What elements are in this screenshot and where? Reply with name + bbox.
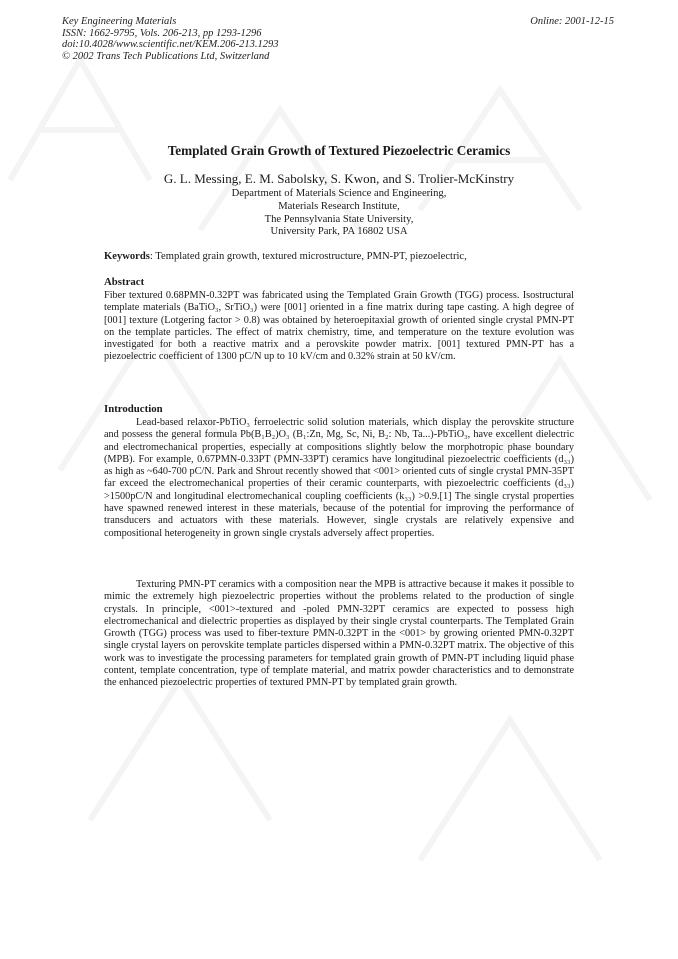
keywords-label: Keywords bbox=[104, 251, 150, 262]
introduction-heading: Introduction bbox=[104, 403, 163, 415]
keywords-line bbox=[104, 251, 574, 262]
journal-header bbox=[62, 16, 279, 62]
abstract-heading: Abstract bbox=[104, 276, 145, 288]
online-date: Online: 2001-12-15 bbox=[530, 16, 614, 27]
doi-line[interactable]: doi:10.4028/www.scientific.net/KEM.206-213.1293 bbox=[62, 39, 279, 51]
issn-line: ISSN: 1662-9795, Vols. 206-213, pp 1293-1296 bbox=[62, 27, 262, 39]
author-list: G. L. Messing, E. M. Sabolsky, S. Kwon, and S. Trolier-McKinstry bbox=[163, 171, 515, 186]
introduction-paragraph-1: Lead-based relaxor-PbTiO₃ ferroelectric solid solution materials, which display the perovskite structure and possess the general formula Pb(B₁B₂)O₃ (B₁:Zn, Mg, Sc, Ni, B₂: Nb, Ta...)-PbTiO₃, have excellent dielectric and electromechanical properties, especially at compositions slightly below the morphotropic phase boundary (MPB). For example, 0.67PMN-0.33PT (PMN-33PT) ceramics have longitudinal piezoelectric coefficients (d₃₃) as high as ~640-700 pC/N. Park and Shrout recently showed that <001> oriented cuts of single crystal PMN-35PT far exceed the electromechanical properties of their ceramic counterparts, with piezoelectric coefficients (d₃₃) >1500pC/N and longitudinal electromechanical coupling coefficients (k₃₃) >0.9.[1] The single crystal properties have spawned renewed interest in these materials, because of the potential for improving the performance of transducers and actuators with these materials. However, single crystals are relatively expensive and compositional heterogeneity in grown single crystals adversely affect properties. bbox=[104, 417, 574, 539]
affiliation-line: University Park, PA 16802 USA bbox=[270, 226, 408, 238]
affiliation-line: Department of Materials Science and Engineering, bbox=[231, 188, 447, 199]
paper-title: Templated Grain Growth of Textured Piezoelectric Ceramics bbox=[167, 143, 511, 158]
affiliation-line: Materials Research Institute, bbox=[278, 200, 400, 212]
affiliation-block bbox=[0, 188, 678, 239]
introduction-paragraph-2: Texturing PMN-PT ceramics with a composition near the MPB is attractive because it makes it possible to mimic the extremely high piezoelectric properties without the problems related to the production of single crystals. In principle, <001>-textured and -poled PMN-32PT ceramics are expected to possess high electromechanical and dielectric properties as displayed by their single crystal counterparts. The Templated Grain Growth (TGG) process was used to fiber-texture PMN-0.32PT in the <001> by growing oriented PMN-0.32PT single crystal layers on perovskite template particles dispersed within a PMN-0.32PT matrix. The objective of this work was to investigate the processing parameters for templated grain growth of PMN-PT including liquid phase content, template concentration, type of template material, and matrix powder characteristics and to demonstrate the enhanced piezoelectric properties of textured PMN-PT by templated grain growth. bbox=[104, 579, 574, 689]
copyright-line: © 2002 Trans Tech Publications Ltd, Switzerland bbox=[62, 50, 270, 62]
abstract-text: Fiber textured 0.68PMN-0.32PT was fabricated using the Templated Grain Growth (TGG) process. Isostructural template materials (BaTiO₃, SrTiO₃) were [001] oriented in a fine matrix during tape casting. A high degree of [001] texture (Lotgering factor > 0.8) was obtained by heteroepitaxial growth of oriented single crystal PMN-PT on the template particles. The effect of matrix chemistry, time, and temperature on the texture evolution was investigated for both a reactive matrix and a perovskite powder matrix. [001] textured PMN-PT has a piezoelectric coefficient of 1300 pC/N up to 10 kV/cm and 0.32% strain at 50 kV/cm. bbox=[104, 290, 574, 363]
journal-name: Key Engineering Materials bbox=[62, 16, 177, 27]
keywords-text: : Templated grain growth, textured microstructure, PMN-PT, piezoelectric, bbox=[149, 251, 467, 262]
affiliation-line: The Pennsylvania State University, bbox=[264, 213, 414, 225]
